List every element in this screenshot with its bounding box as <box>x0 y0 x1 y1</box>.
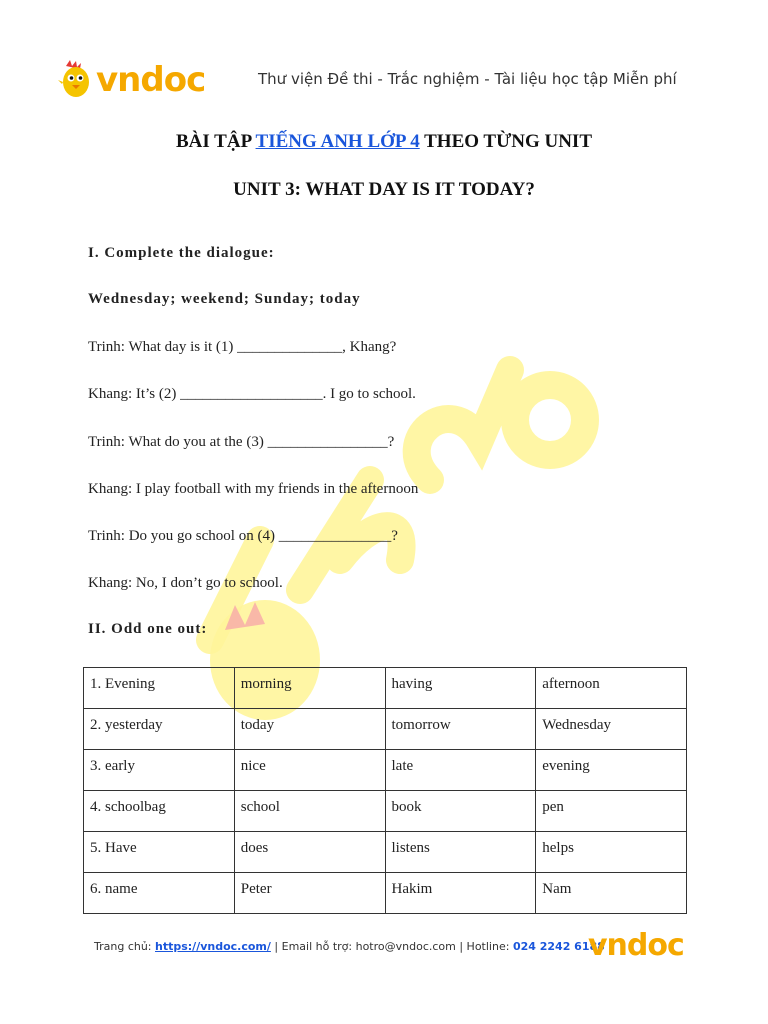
table-cell: pen <box>536 791 687 832</box>
table-cell: tomorrow <box>385 709 536 750</box>
unit-title: UNIT 3: WHAT DAY IS IT TODAY? <box>233 179 535 200</box>
table-cell: helps <box>536 832 687 873</box>
table-row <box>84 709 687 750</box>
table-cell: nice <box>234 750 385 791</box>
header-tagline: Thư viện Đề thi - Trắc nghiệm - Tài liệu học tập Miễn phí <box>258 70 677 88</box>
table-cell: school <box>234 791 385 832</box>
table-cell: today <box>234 709 385 750</box>
table-cell: Hakim <box>385 873 536 914</box>
table-cell: Wednesday <box>536 709 687 750</box>
table-row <box>84 873 687 914</box>
section1-heading: I. Complete the dialogue: <box>88 245 275 261</box>
title-prefix: BÀI TẬP <box>175 131 256 152</box>
table-cell: 6. name <box>84 873 235 914</box>
table-cell: 2. yesterday <box>84 709 235 750</box>
footer-hotline[interactable]: 024 2242 6188 <box>512 940 605 953</box>
table-cell: 5. Have <box>84 832 235 873</box>
footer-home-link[interactable]: https://vndoc.com/ <box>155 940 271 953</box>
footer-contact: | Email hỗ trợ: hotro@vndoc.com | Hotline: <box>270 940 513 953</box>
chick-mascot-icon <box>58 60 94 100</box>
table-cell: does <box>234 832 385 873</box>
table-cell: having <box>385 668 536 709</box>
table-cell: 4. schoolbag <box>84 791 235 832</box>
table-cell: listens <box>385 832 536 873</box>
table-cell: Nam <box>536 873 687 914</box>
table-row <box>84 791 687 832</box>
logo-text: vndoc <box>96 60 206 100</box>
dialogue-line-3: Trinh: What do you at the (3) ________________? <box>88 434 395 450</box>
word-bank: Wednesday; weekend; Sunday; today <box>88 291 361 307</box>
dialogue-line-4: Khang: I play football with my friends in the afternoon <box>88 481 419 497</box>
table-row <box>84 832 687 873</box>
odd-one-out-table <box>83 667 687 914</box>
table-cell: morning <box>234 668 385 709</box>
table-cell: book <box>385 791 536 832</box>
dialogue-line-1: Trinh: What day is it (1) ______________, Khang? <box>88 339 397 355</box>
table-cell: afternoon <box>536 668 687 709</box>
document-title <box>0 131 768 153</box>
footer-logo[interactable]: vndoc <box>588 928 684 963</box>
table-cell: late <box>385 750 536 791</box>
dialogue-line-5: Trinh: Do you go school on (4) _______________? <box>88 528 398 544</box>
table-row <box>84 750 687 791</box>
table-cell: 1. Evening <box>84 668 235 709</box>
table-row <box>84 668 687 709</box>
table-cell: evening <box>536 750 687 791</box>
vndoc-logo[interactable] <box>58 60 205 100</box>
section2-heading: II. Odd one out: <box>88 621 208 637</box>
table-cell: Peter <box>234 873 385 914</box>
table-cell: 3. early <box>84 750 235 791</box>
dialogue-line-2: Khang: It’s (2) ___________________. I go to school. <box>88 386 416 402</box>
page-header <box>0 0 768 110</box>
dialogue-line-6: Khang: No, I don’t go to school. <box>88 575 283 591</box>
title-link[interactable]: TIẾNG ANH LỚP 4 <box>255 131 420 152</box>
title-suffix: THEO TỪNG UNIT <box>419 131 592 152</box>
page-footer <box>94 940 605 953</box>
footer-home-label: Trang chủ: <box>94 940 156 953</box>
